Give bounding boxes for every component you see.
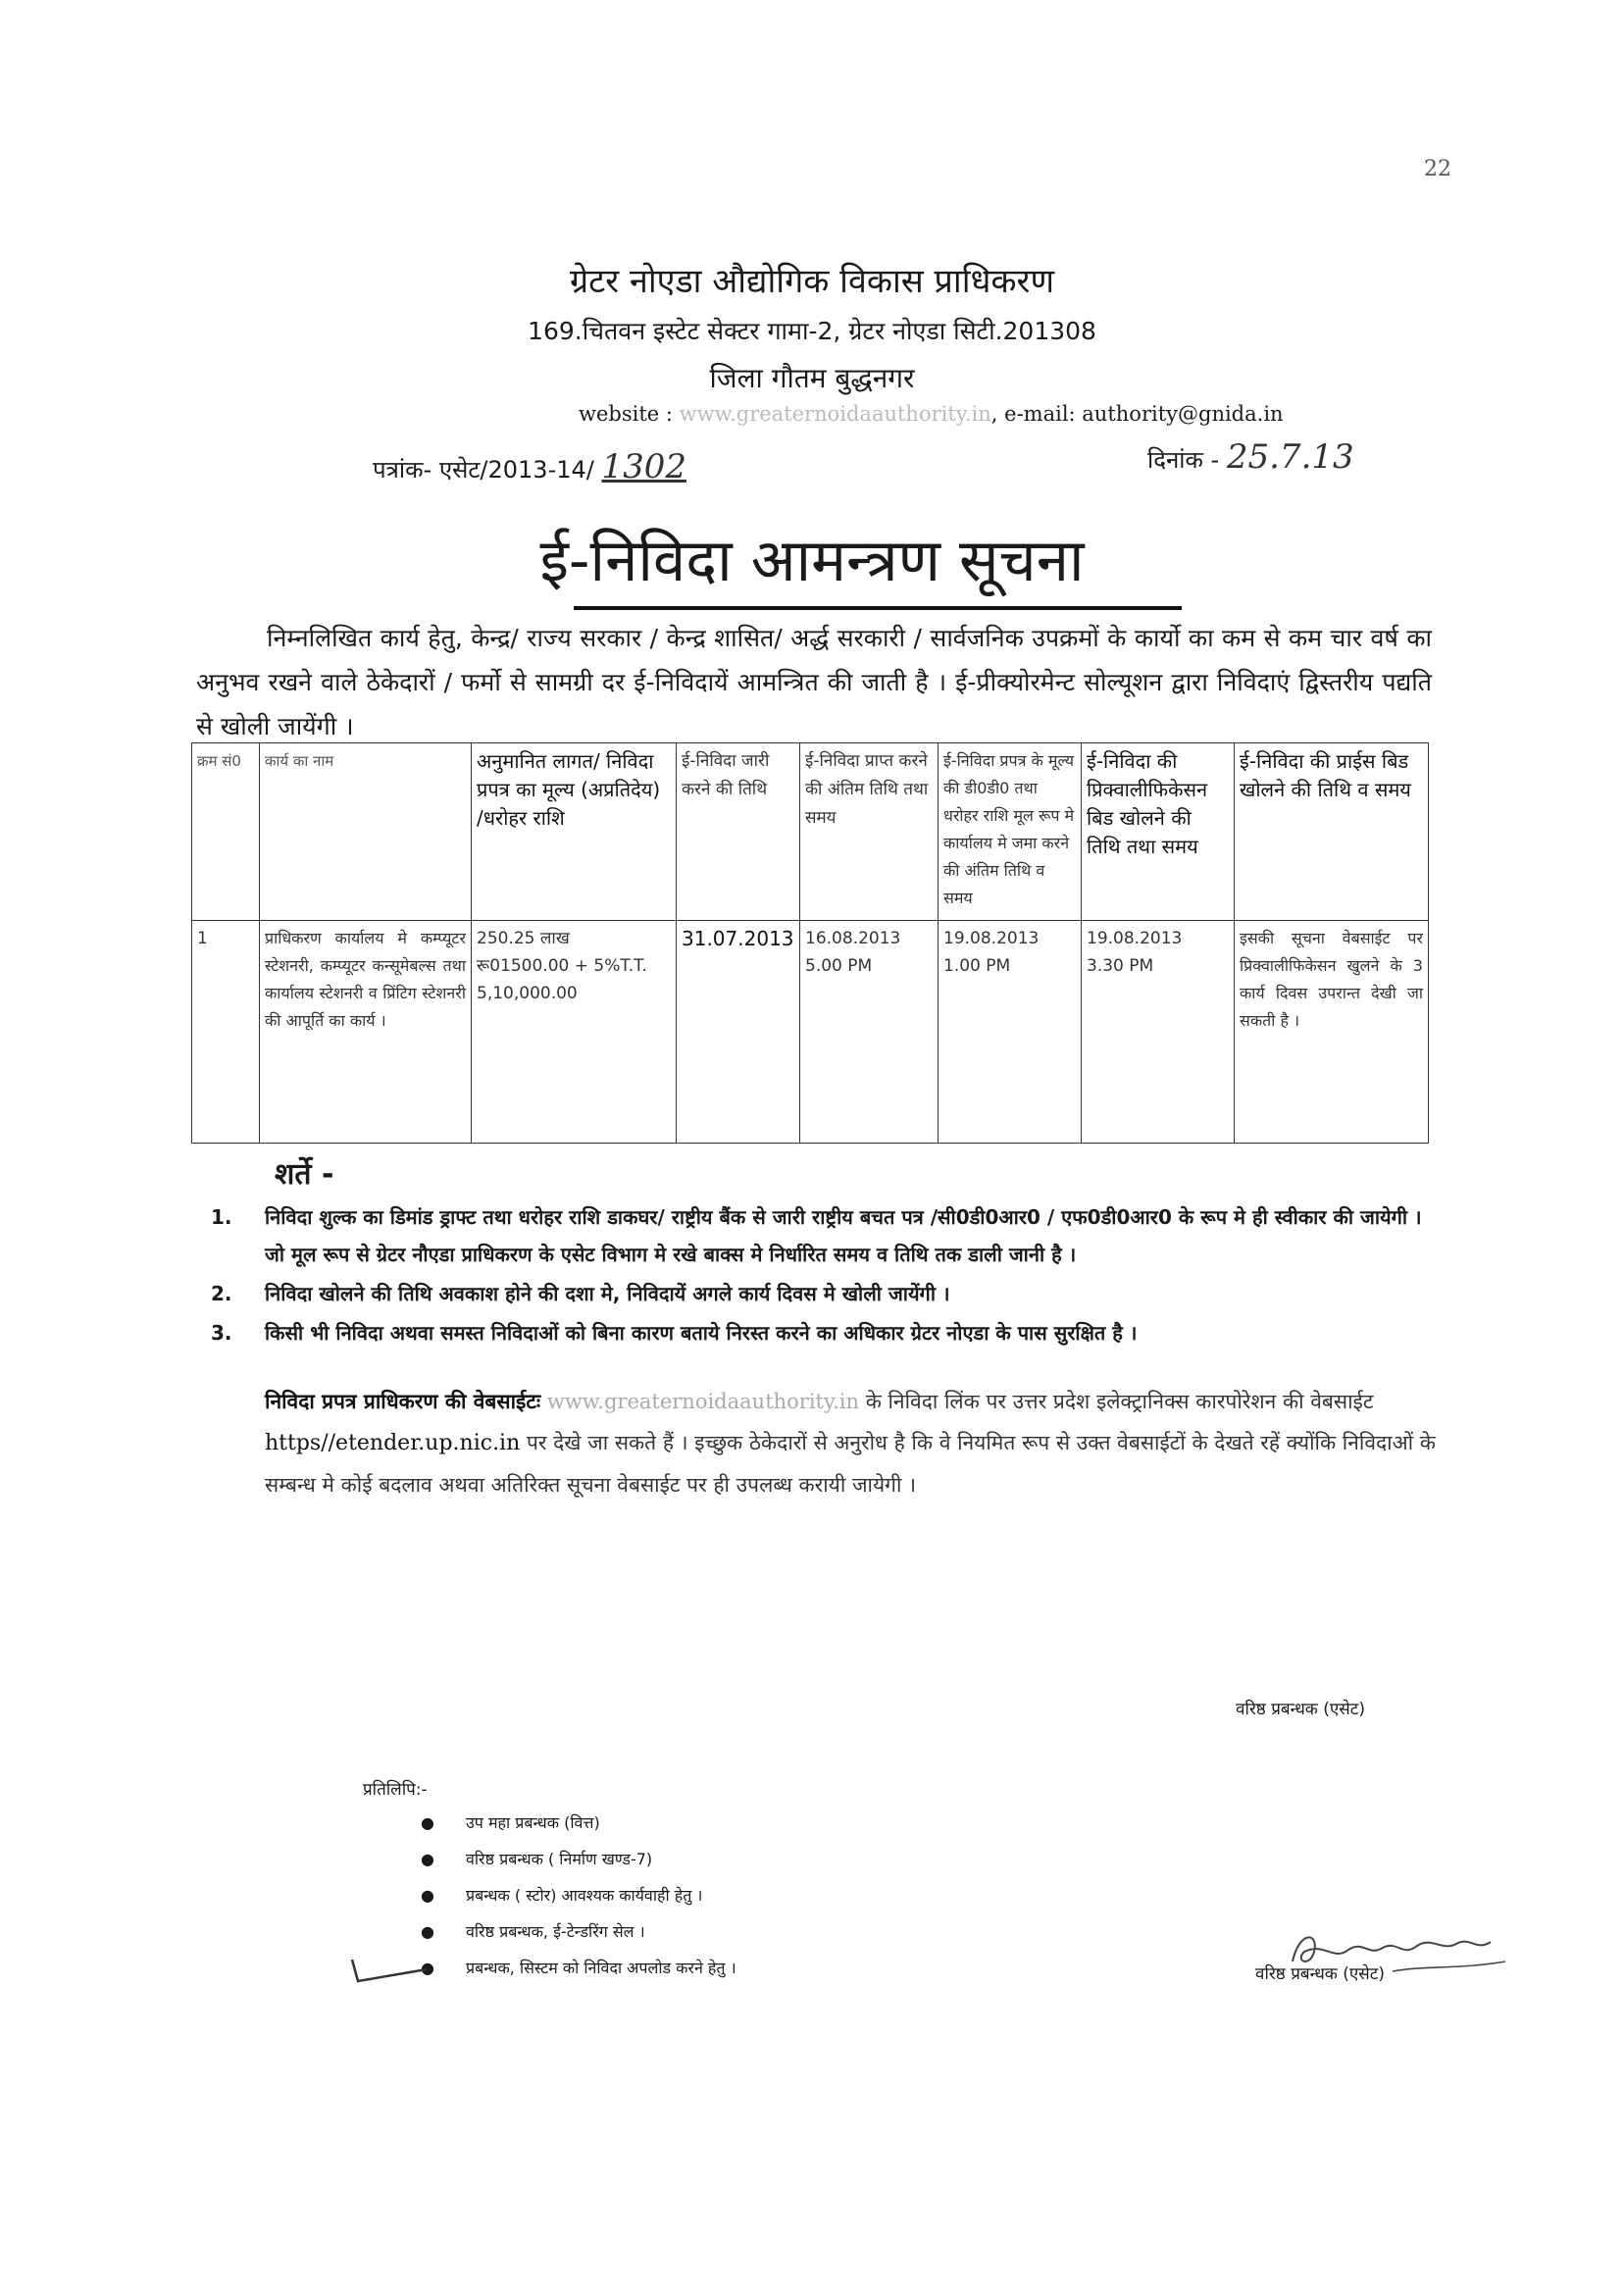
col-header-work: कार्य का नाम xyxy=(260,743,472,921)
copy-to-item: वरिष्ठ प्रबन्धक, ई-टेन्डरिंग सेल । xyxy=(466,1922,645,1941)
tender-table xyxy=(191,742,1429,1144)
copy-to-item: प्रबन्धक, सिस्टम को निविदा अपलोड करने हेतु । xyxy=(466,1959,736,1977)
copy-to-item: वरिष्ठ प्रबन्धक ( निर्माण खण्ड-7) xyxy=(466,1850,653,1868)
receipt-time: 5.00 PM xyxy=(805,956,873,976)
note-bold-text: निविदा प्रपत्र प्राधिकरण की वेबसाईटः xyxy=(265,1390,541,1413)
reference-date xyxy=(1147,437,1354,477)
cell-work: प्राधिकरण कार्यालय मे कम्प्यूटर स्टेशनरी, कम्प्यूटर कन्सूमेबल्स तथा कार्यालय स्टेशनरी व प्रिंटिग स्टेशनरी की आपूर्ति का कार्य । xyxy=(260,921,472,1144)
website-label: website : xyxy=(579,402,673,426)
org-address: 169.चितवन इस्टेट सेक्टर गामा-2, ग्रेटर नोएडा सिटी.201308 xyxy=(528,317,1096,345)
cell-sno: 1 xyxy=(192,921,260,1144)
table-row xyxy=(192,921,1429,1144)
conditions-list xyxy=(211,1198,1446,1353)
patrank-handwritten: 1302 xyxy=(601,447,687,486)
conditions-title: शर्ते - xyxy=(275,1157,334,1192)
cost-value: 250.25 लाख xyxy=(477,929,570,948)
col-header-cost: अनुमानित लागत/ निविदा प्रपत्र का मूल्य (अप्रतिदेय) /धरोहर राशि xyxy=(472,743,677,921)
title-underline xyxy=(574,606,1182,610)
copy-to-item: प्रबन्धक ( स्टोर) आवश्यक कार्यवाही हेतु । xyxy=(466,1886,703,1905)
signatory-1: वरिष्ठ प्रबन्धक (एसेट) xyxy=(1236,1700,1365,1719)
copy-to-item: उप महा प्रबन्धक (वित्त) xyxy=(466,1813,600,1832)
receipt-date: 16.08.2013 xyxy=(805,929,901,948)
list-item xyxy=(407,1877,736,1913)
condition-number: 3. xyxy=(211,1321,232,1345)
col-header-dd-date: ई-निविदा प्रपत्र के मूल्य की डी0डी0 तथा धरोहर राशि मूल रूप मे कार्यालय मे जमा करने की अंतिम तिथि व समय xyxy=(939,743,1082,921)
org-name: ग्रेटर नोएडा औद्योगिक विकास प्राधिकरण xyxy=(569,262,1055,301)
cell-cost xyxy=(472,921,677,1144)
dd-time: 1.00 PM xyxy=(943,956,1011,976)
bullet-icon: ● xyxy=(421,1850,434,1868)
cell-issue-date: 31.07.2013 xyxy=(677,921,800,1144)
note-text-1: के निविदा लिंक पर उत्तर प्रदेश इलेक्ट्रानिक्स कारपोरेशन की वेबसाईट xyxy=(865,1390,1374,1413)
reference-number xyxy=(373,447,686,486)
note-etender-link[interactable]: https//etender.up.nic.in xyxy=(265,1431,521,1455)
bullet-icon: ● xyxy=(421,1922,434,1941)
condition-item xyxy=(211,1275,1446,1312)
email-text[interactable]: , e-mail: authority@gnida.in xyxy=(990,402,1284,426)
condition-number: 2. xyxy=(211,1282,232,1305)
prequal-time: 3.30 PM xyxy=(1087,956,1154,976)
condition-item xyxy=(211,1314,1446,1351)
list-item xyxy=(407,1805,736,1841)
list-item xyxy=(407,1913,736,1950)
cell-dd xyxy=(939,921,1082,1144)
list-item xyxy=(407,1841,736,1877)
bullet-icon: ● xyxy=(421,1813,434,1832)
condition-text: किसी भी निविदा अथवा समस्त निविदाओं को बिना कारण बताये निरस्त करने का अधिकार ग्रेटर नोएडा के पास सुरक्षित है । xyxy=(265,1321,1138,1345)
cell-receipt xyxy=(800,921,939,1144)
note-website-link[interactable]: www.greaternoidaauthority.in xyxy=(546,1390,859,1413)
dd-date: 19.08.2013 xyxy=(943,929,1040,948)
table-header-row xyxy=(192,743,1429,921)
form-fee-value: रू01500.00 + 5%T.T. xyxy=(477,956,647,976)
col-header-prequal-date: ई-निविदा की प्रिक्वालीफिकेसन बिड खोलने की तिथि तथा समय xyxy=(1082,743,1235,921)
dinank-handwritten: 25.7.13 xyxy=(1226,437,1354,477)
copy-to-list xyxy=(407,1805,736,1986)
checkmark-icon xyxy=(348,1952,436,1991)
cell-prequal xyxy=(1082,921,1235,1144)
condition-text: निविदा खोलने की तिथि अवकाश होने की दशा मे, निविदायें अगले कार्य दिवस मे खोली जायेंगी । xyxy=(265,1282,950,1305)
cell-price-bid: इसकी सूचना वेबसाईट पर प्रिक्वालीफिकेसन खुलने के 3 कार्य दिवस उपरान्त देखी जा सकती है । xyxy=(1235,921,1429,1144)
condition-text: निविदा शुल्क का डिमांड ड्राफ्ट तथा धरोहर राशि डाकघर/ राष्ट्रीय बैंक से जारी राष्ट्रीय बचत पत्र /सी0डी0आर0 / एफ0डी0आर0 के रूप मे ही स्वीकार की जायेगी । जो मूल रूप से ग्रेटर नौएडा प्राधिकरण के एसेट विभाग मे रखे बाक्स मे निर्धारित समय व तिथि तक डाली जानी है । xyxy=(265,1205,1422,1266)
col-header-price-bid: ई-निविदा की प्राईस बिड खोलने की तिथि व समय xyxy=(1235,743,1429,921)
bullet-icon: ● xyxy=(421,1959,434,1977)
intro-paragraph: निम्नलिखित कार्य हेतु, केन्द्र/ राज्य सरकार / केन्द्र शासित/ अर्द्ध सरकारी / सार्वजनिक उपक्रमों के कार्यो का कम से कम चार वर्ष का अनुभव रखने वाले ठेकेदारों / फर्मो से सामग्री दर ई-निविदायें आमन्त्रित की जाती है । ई-प्रीक्योरमेन्ट सोल्यूशन द्वारा निविदाएं द्विस्तरीय पद्यति से खोली जायेंगी । xyxy=(196,624,1432,740)
dinank-label: दिनांक - xyxy=(1147,446,1220,474)
signatory-2: वरिष्ठ प्रबन्धक (एसेट) xyxy=(1255,1964,1385,1984)
org-district: जिला गौतम बुद्धनगर xyxy=(709,362,915,394)
col-header-issue-date: ई-निविदा जारी करने की तिथि xyxy=(677,743,800,921)
website-url[interactable]: www.greaternoidaauthority.in xyxy=(679,402,991,426)
list-item xyxy=(407,1950,736,1986)
prequal-date: 19.08.2013 xyxy=(1087,929,1183,948)
col-header-sno: क्रम सं0 xyxy=(192,743,260,921)
patrank-label: पत्रांक- एसेट/2013-14/ xyxy=(373,456,594,484)
conditions-note xyxy=(265,1381,1442,1505)
note-text-2: पर देखे जा सकते हैं । इच्छुक ठेकेदारों से अनुरोध है कि वे नियमित रूप से उक्त वेबसाईटों के देखते रहें क्योंकि निविदाओं के सम्बन्ध मे कोई बदलाव अथवा अतिरिक्त सूचना वेबसाईट पर ही उपलब्ध करायी जायेगी । xyxy=(265,1431,1436,1497)
condition-number: 1. xyxy=(211,1205,232,1229)
website-line xyxy=(579,402,1284,426)
notice-title: ई-निविदा आमन्त्रण सूचना xyxy=(539,527,1085,595)
col-header-receipt-date: ई-निविदा प्राप्त करने की अंतिम तिथि तथा समय xyxy=(800,743,939,921)
page-number: 22 xyxy=(1424,157,1451,181)
copy-to-title: प्रतिलिपि:- xyxy=(363,1780,428,1800)
emd-value: 5,10,000.00 xyxy=(477,984,578,1003)
condition-item xyxy=(211,1198,1446,1273)
bullet-icon: ● xyxy=(421,1886,434,1905)
